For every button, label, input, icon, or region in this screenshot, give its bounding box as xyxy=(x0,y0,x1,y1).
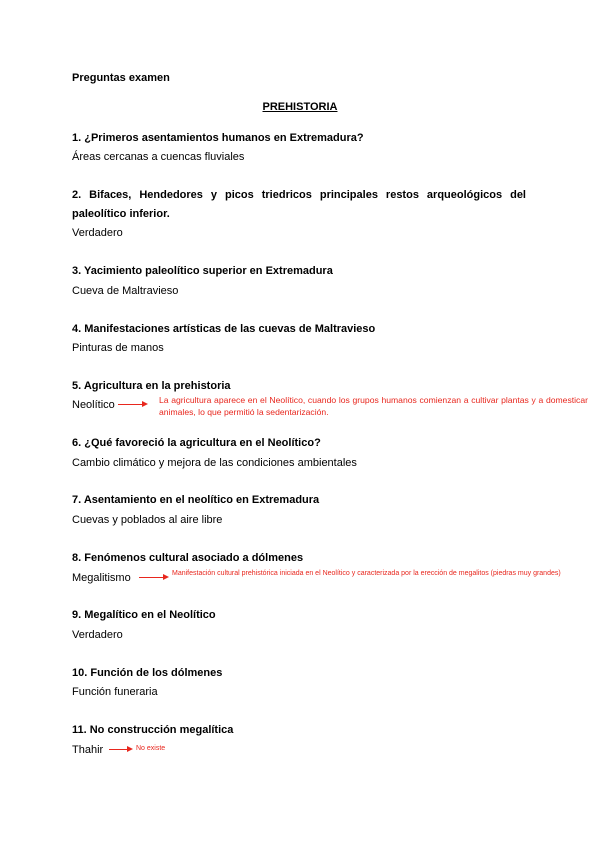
answer-2: Verdadero xyxy=(72,227,123,239)
annotation-11: No existe xyxy=(136,745,166,752)
annotation-5: La agricultura aparece en el Neolítico, cuando los grupos humanos comienzan a cultivar plantas y a domesticar animales, lo que permitió la sedentarización. xyxy=(159,395,588,417)
arrow-right-icon xyxy=(139,574,169,582)
arrow-right-icon xyxy=(109,746,133,754)
answer-8: Megalitismo xyxy=(72,572,131,584)
answer-10: Función funeraria xyxy=(72,686,158,698)
question-4: 4. Manifestaciones artísticas de las cuevas de Maltravieso xyxy=(72,323,376,335)
answer-4: Pinturas de manos xyxy=(72,342,164,354)
question-9: 9. Megalítico en el Neolítico xyxy=(72,609,216,621)
answer-5: Neolítico xyxy=(72,399,115,411)
answer-1: Áreas cercanas a cuencas fluviales xyxy=(72,151,245,163)
answer-11-row xyxy=(72,743,133,757)
document-title: Preguntas examen xyxy=(72,72,170,84)
answer-3: Cueva de Maltravieso xyxy=(72,285,179,297)
answer-8-row xyxy=(72,571,169,585)
question-2: 2. Bifaces, Hendedores y picos triedricos principales restos arqueológicos del paleolítico inferior. xyxy=(72,189,526,220)
question-10: 10. Función de los dólmenes xyxy=(72,667,223,679)
answer-5-row xyxy=(72,398,148,412)
answer-6: Cambio climático y mejora de las condiciones ambientales xyxy=(72,457,357,469)
answer-11: Thahir xyxy=(72,744,104,756)
question-6: 6. ¿Qué favoreció la agricultura en el Neolítico? xyxy=(72,437,321,449)
question-1: 1. ¿Primeros asentamientos humanos en Extremadura? xyxy=(72,132,364,144)
arrow-right-icon xyxy=(118,401,148,409)
annotation-8: Manifestación cultural prehistórica iniciada en el Neolítico y caracterizada por la erección de megalitos (piedras muy grandes) xyxy=(172,570,561,577)
question-8: 8. Fenómenos cultural asociado a dólmenes xyxy=(72,552,304,564)
question-11: 11. No construcción megalítica xyxy=(72,724,234,736)
question-3: 3. Yacimiento paleolítico superior en Extremadura xyxy=(72,265,333,277)
answer-7: Cuevas y poblados al aire libre xyxy=(72,514,223,526)
question-5: 5. Agricultura en la prehistoria xyxy=(72,380,231,392)
question-7: 7. Asentamiento en el neolítico en Extremadura xyxy=(72,494,320,506)
section-heading: PREHISTORIA xyxy=(262,101,338,113)
answer-9: Verdadero xyxy=(72,629,123,641)
